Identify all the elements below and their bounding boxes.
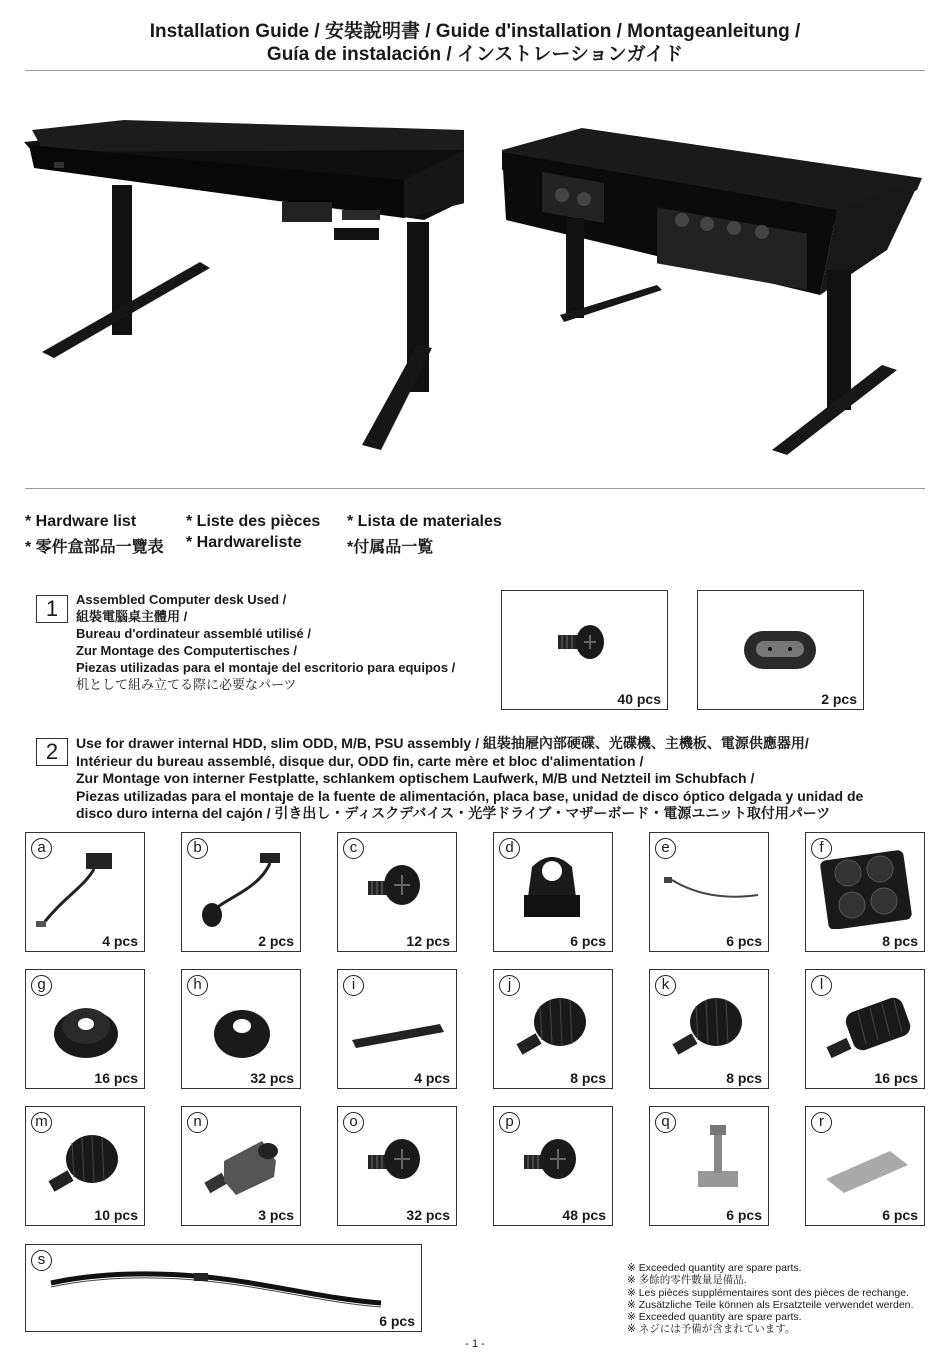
part-quantity: 4 pcs: [102, 933, 138, 949]
desk-front-photo: [24, 90, 464, 470]
step-1-line: Bureau d'ordinateur assemblé utilisé /: [76, 626, 311, 641]
section-divider: [25, 488, 925, 489]
note-line: ※ 多餘的零件數量是備品.: [627, 1274, 747, 1287]
hardware-list-fr: * Liste des pièces: [186, 513, 321, 530]
part-box-r: [805, 1106, 925, 1226]
part-quantity: 6 pcs: [726, 933, 762, 949]
step-1-line: Piezas utilizadas para el montaje del escritorio para equipos /: [76, 660, 456, 675]
note-line: ※ Les pièces supplémentaires sont des pièces de rechange.: [627, 1286, 909, 1299]
led-strip-icon: [46, 1263, 386, 1313]
thumb-screw-icon: [34, 1121, 138, 1208]
screw-icon: [346, 1121, 450, 1208]
page-title-line-2: Guía de instalación / インストレーションガイド: [266, 44, 684, 65]
part-quantity: 8 pcs: [726, 1070, 762, 1086]
note-line: ※ Exceeded quantity are spare parts.: [627, 1311, 802, 1324]
adhesive-pad-icon: [814, 1121, 918, 1208]
part-letter: q: [655, 1112, 676, 1133]
part-quantity: 40 pcs: [617, 691, 661, 707]
step-1-line: 机として組み立てる際に必要なパーツ: [76, 677, 297, 692]
part-box-l: [805, 969, 925, 1089]
hardware-list-es: * Lista de materiales: [347, 513, 502, 530]
part-letter: g: [31, 975, 52, 996]
part-box-j: [493, 969, 613, 1089]
part-letter: j: [499, 975, 520, 996]
part-quantity: 10 pcs: [94, 1207, 138, 1223]
part-box-s: [25, 1244, 422, 1332]
part-box-e: [649, 832, 769, 952]
hardware-list-en: * Hardware list: [25, 513, 137, 530]
screw-icon: [502, 1121, 606, 1208]
part-letter: e: [655, 838, 676, 859]
part-box-g: [25, 969, 145, 1089]
part-quantity: 8 pcs: [882, 933, 918, 949]
part-box-m: [25, 1106, 145, 1226]
rubber-grommet-icon: [34, 984, 138, 1071]
step-2-line: disco duro interna del cajón / 引き出し・ディスクデバイス・光学ドライブ・マザーボード・電源ユニット取付用パーツ: [76, 805, 831, 821]
part-letter: f: [811, 838, 832, 859]
part-letter: p: [499, 1112, 520, 1133]
part-box-k: [649, 969, 769, 1089]
part-letter: b: [187, 838, 208, 859]
step-2-line: Piezas utilizadas para el montaje de la fuente de alimentación, placa base, unidad de disco óptico delgada y unidad de: [76, 787, 864, 804]
part-box-p: [493, 1106, 613, 1226]
part-letter: c: [343, 838, 364, 859]
part-letter: l: [811, 975, 832, 996]
part-quantity: 16 pcs: [874, 1070, 918, 1086]
part-letter: r: [811, 1112, 832, 1133]
step-1-number: 1: [36, 595, 68, 623]
part-box-a: [25, 832, 145, 952]
part-quantity: 16 pcs: [94, 1070, 138, 1086]
part-quantity: 2 pcs: [258, 933, 294, 949]
screw-icon: [552, 621, 612, 671]
step-1-description: [76, 591, 455, 693]
part-box-n: [181, 1106, 301, 1226]
screw-icon: [346, 847, 450, 934]
part-box-d: [493, 832, 613, 952]
step-1-part-grommet: [697, 590, 864, 710]
desk-rear-photo: [502, 110, 922, 460]
long-thumb-screw-icon: [814, 984, 918, 1071]
thumb-screw-icon: [502, 984, 606, 1071]
step-2-description: [76, 735, 863, 823]
note-line: ※ Zusätzliche Teile können als Ersatzteile verwendet werden.: [627, 1298, 914, 1311]
part-quantity: 12 pcs: [406, 933, 450, 949]
part-quantity: 3 pcs: [258, 1207, 294, 1223]
part-letter: i: [343, 975, 364, 996]
part-box-i: [337, 969, 457, 1089]
part-box-h: [181, 969, 301, 1089]
step-1-line: Assembled Computer desk Used /: [76, 592, 287, 607]
part-box-c: [337, 832, 457, 952]
thumb-screw-icon: [658, 984, 762, 1071]
foam-strip-icon: [346, 984, 450, 1071]
part-box-q: [649, 1106, 769, 1226]
cable-clip-icon: [502, 847, 606, 934]
part-quantity: 6 pcs: [379, 1313, 415, 1329]
standoff-icon: [190, 1121, 294, 1208]
part-letter: d: [499, 838, 520, 859]
part-quantity: 2 pcs: [821, 691, 857, 707]
part-quantity: 6 pcs: [570, 933, 606, 949]
hardware-list-ja: *付属品一覧: [347, 539, 434, 556]
note-line: ※ ネジには予備が含まれています。: [627, 1323, 796, 1336]
note-line: ※ Exceeded quantity are spare parts.: [627, 1262, 802, 1274]
part-letter: a: [31, 838, 52, 859]
t-bracket-icon: [658, 1121, 762, 1208]
hardware-list-zh: * 零件盒部品一覽表: [25, 539, 164, 556]
spare-parts-notes: [627, 1262, 913, 1336]
part-quantity: 6 pcs: [882, 1207, 918, 1223]
rubber-ring-icon: [190, 984, 294, 1071]
step-1-part-screw: [501, 590, 668, 710]
title-divider: [25, 70, 925, 71]
part-quantity: 4 pcs: [414, 1070, 450, 1086]
part-quantity: 48 pcs: [562, 1207, 606, 1223]
fan-adapter-cable-icon: [34, 847, 138, 934]
part-letter: h: [187, 975, 208, 996]
step-2-line: Zur Montage von interner Festplatte, schlankem optischem Laufwerk, M/B und Netzteil im Schubfach /: [76, 770, 755, 786]
part-box-b: [181, 832, 301, 952]
page-title-line-1: Installation Guide / 安裝說明書 / Guide d'installation / Montageanleitung /: [149, 21, 801, 42]
part-letter: s: [31, 1250, 52, 1271]
step-1-line: Zur Montage des Computertisches /: [76, 643, 298, 658]
part-letter: n: [187, 1112, 208, 1133]
step-2-line: Use for drawer internal HDD, slim ODD, M/B, PSU assembly / 組裝抽屜內部硬碟、光碟機、主機板、電源供應器用/: [76, 735, 809, 751]
part-letter: o: [343, 1112, 364, 1133]
part-quantity: 6 pcs: [726, 1207, 762, 1223]
part-letter: m: [31, 1112, 52, 1133]
hardware-list-de: * Hardwareliste: [186, 534, 302, 551]
cable-tie-icon: [658, 847, 762, 934]
step-1-line: 組裝電腦桌主體用 /: [76, 609, 188, 624]
part-quantity: 32 pcs: [406, 1207, 450, 1223]
part-quantity: 32 pcs: [250, 1070, 294, 1086]
part-box-f: [805, 832, 925, 952]
rubber-feet-icon: [814, 847, 918, 934]
step-2-line: Intérieur du bureau assemblé, disque dur, ODD fin, carte mère et bloc d'alimentation /: [76, 752, 644, 769]
step-2-number: 2: [36, 738, 68, 766]
part-box-o: [337, 1106, 457, 1226]
part-letter: k: [655, 975, 676, 996]
page-number: - 1 -: [465, 1338, 485, 1350]
grommet-icon: [742, 629, 818, 671]
part-quantity: 8 pcs: [570, 1070, 606, 1086]
power-button-cable-icon: [190, 847, 294, 934]
